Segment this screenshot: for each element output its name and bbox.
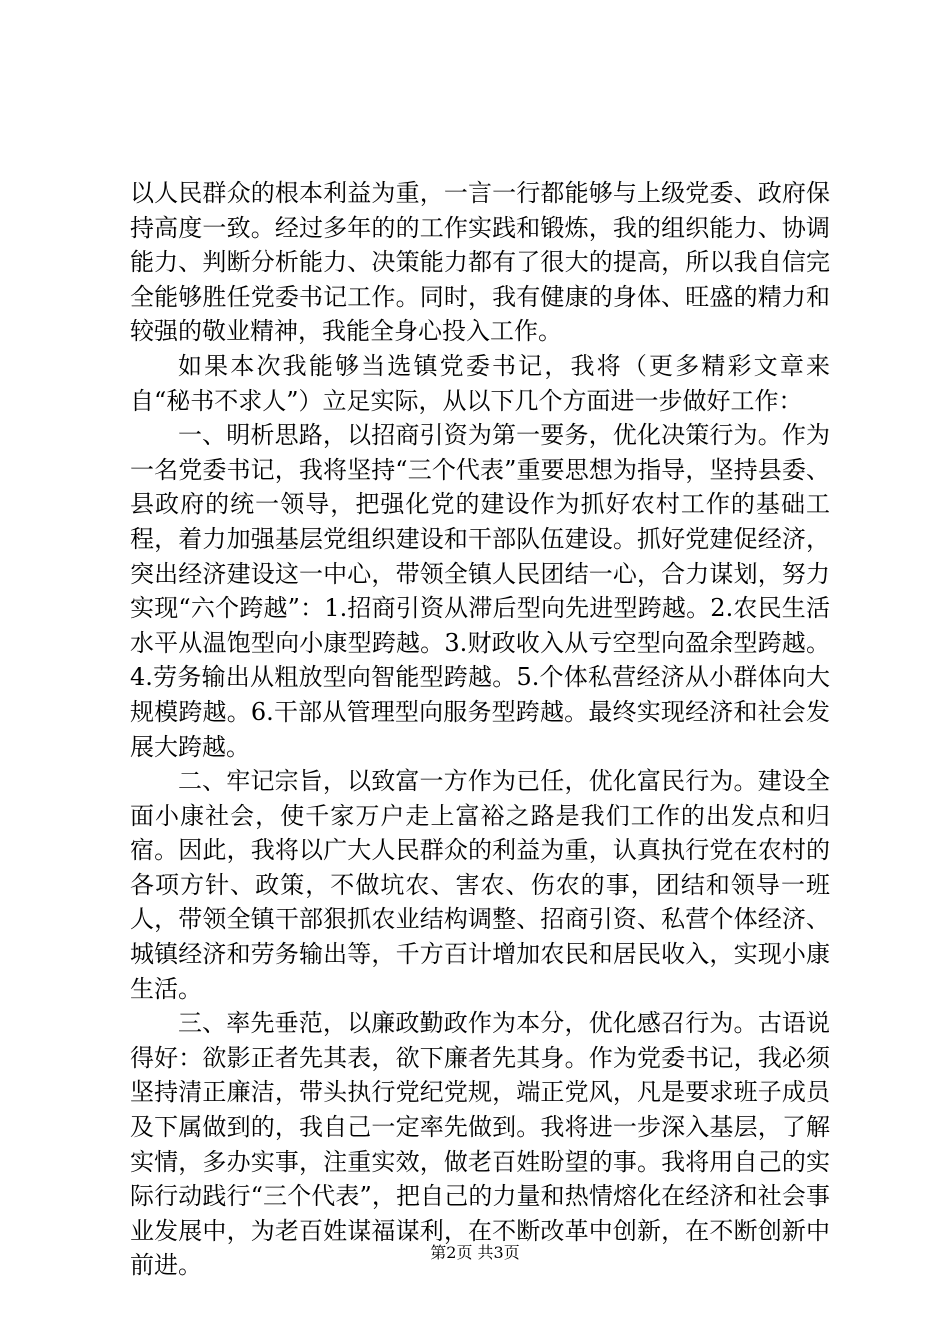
paragraph-4: 二、牢记宗旨，以致富一方作为已任，优化富民行为。建设全面小康社会，使千家万户走上富裕之路是我们工作的出发点和归宿。因此，我将以广大人民群众的利益为重，认真执行党在农村的各项方针、政策，不做坑农、害农、伤农的事，团结和领导一班人，带领全镇干部狠抓农业结构调整、招商引资、私营个体经济、城镇经济和劳务输出等，千方百计增加农民和居民收入，实现小康生活。 <box>130 767 830 1003</box>
paragraph-5: 三、率先垂范，以廉政勤政作为本分，优化感召行为。古语说得好：欲影正者先其表，欲下廉者先其身。作为党委书记，我必须坚持清正廉洁，带头执行党纪党规，端正党风，凡是要求班子成员及下属做到的，我自己一定率先做到。我将进一步深入基层，了解实情，多办实事，注重实效，做老百姓盼望的事。我将用自己的实际行动践行“三个代表”，把自己的力量和热情熔化在经济和社会事业发展中，为老百姓谋福谋利，在不断改革中创新，在不断创新中前进。 <box>130 1009 830 1280</box>
document-body <box>130 176 830 1283</box>
page-number-footer: 第2页 共3页 <box>430 1243 520 1262</box>
paragraph-2: 如果本次我能够当选镇党委书记，我将（更多精彩文章来自“秘书不求人”）立足实际，从以下几个方面进一步做好工作： <box>130 351 830 415</box>
paragraph-1: 以人民群众的根本利益为重，一言一行都能够与上级党委、政府保持高度一致。经过多年的的工作实践和锻炼，我的组织能力、协调能力、判断分析能力、决策能力都有了很大的提高，所以我自信完全能够胜任党委书记工作。同时，我有健康的身体、旺盛的精力和较强的敬业精神，我能全身心投入工作。 <box>130 179 830 346</box>
paragraph-3: 一、明析思路，以招商引资为第一要务，优化决策行为。作为一名党委书记，我将坚持“三个代表”重要思想为指导，坚持县委、县政府的统一领导，把强化党的建设作为抓好农村工作的基础工程，着力加强基层党组织建设和干部队伍建设。抓好党建促经济，突出经济建设这一中心，带领全镇人民团结一心，合力谋划，努力实现“六个跨越”：1.招商引资从滞后型向先进型跨越。2.农民生活水平从温饱型向小康型跨越。3.财政收入从亏空型向盈余型跨越。4.劳务输出从粗放型向智能型跨越。5.个体私营经济从小群体向大规模跨越。6.干部从管理型向服务型跨越。最终实现经济和社会发展大跨越。 <box>130 421 830 761</box>
